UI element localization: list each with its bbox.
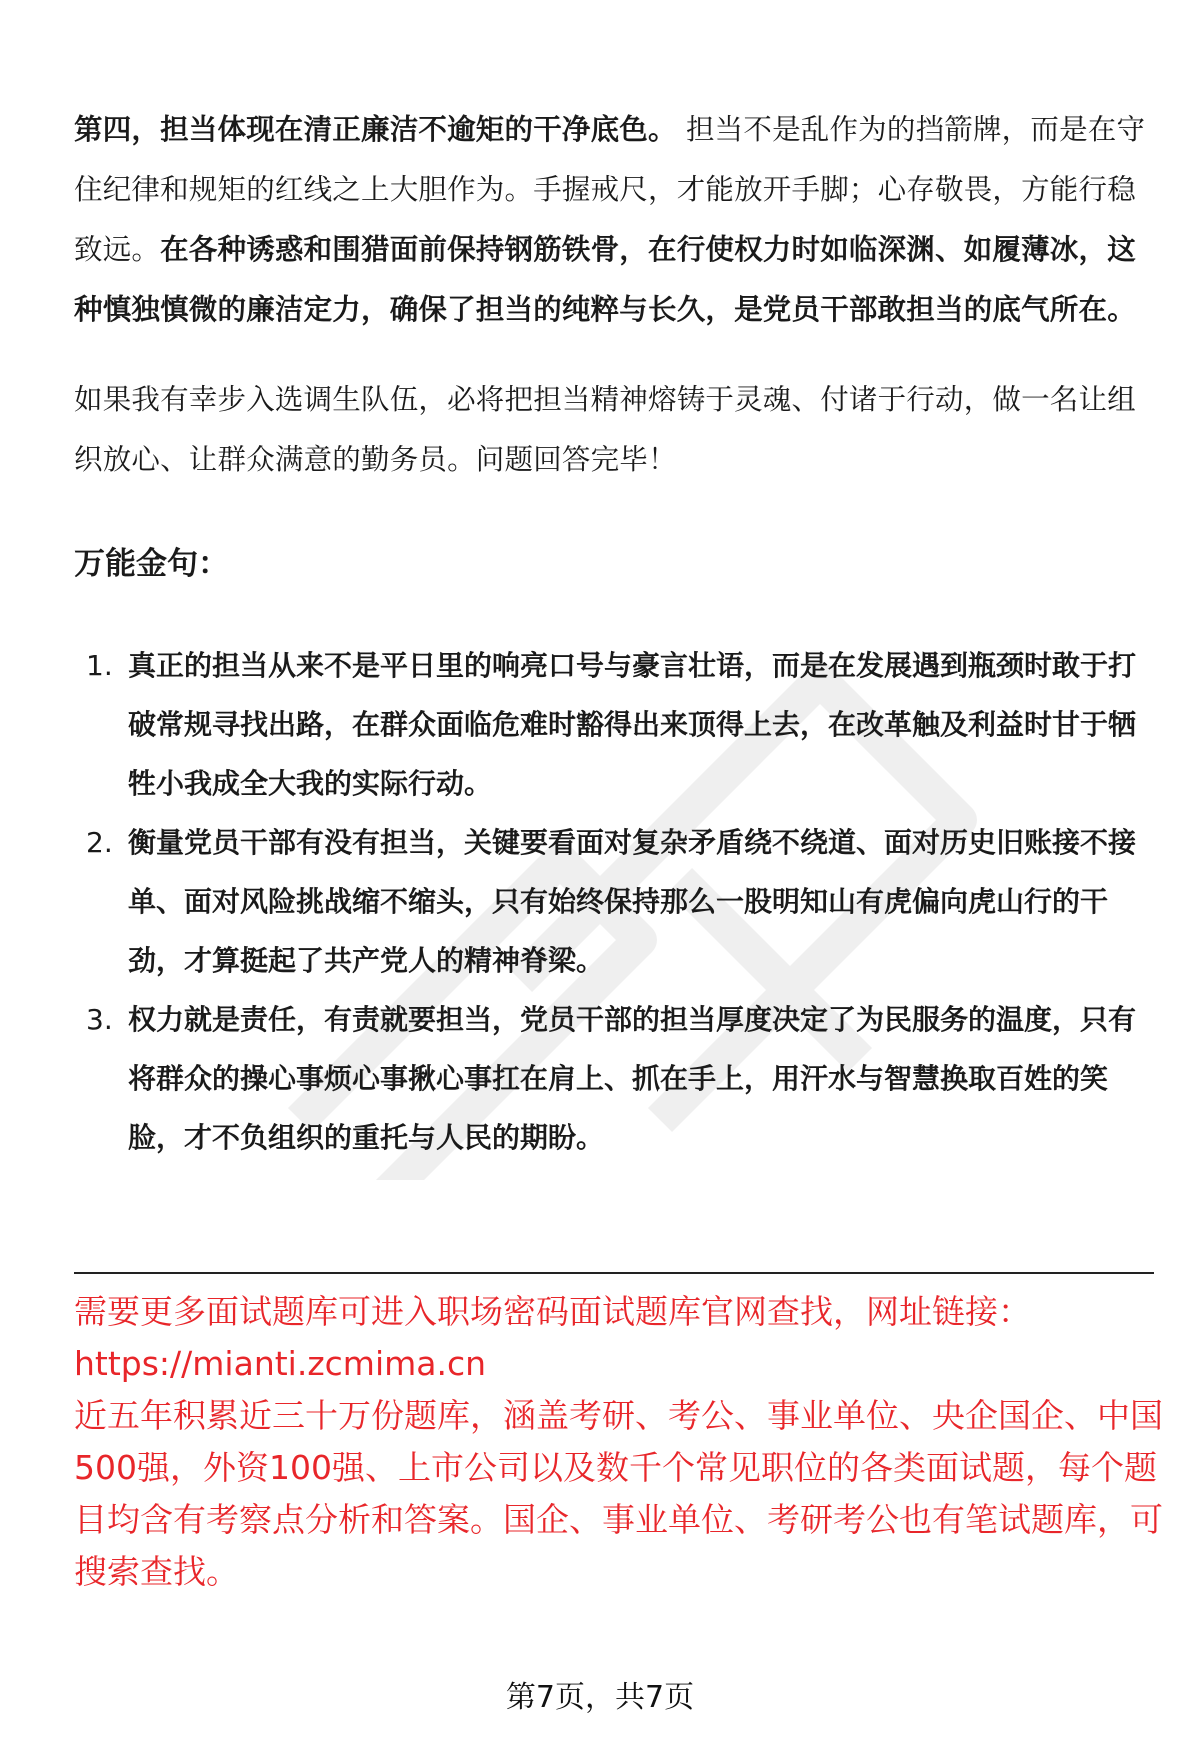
main-content <box>74 100 1154 1167</box>
promo-description: 近五年积累近三十万份题库，涵盖考研、考公、事业单位、央企国企、中国500强，外资100强、上市公司以及数千个常见职位的各类面试题，每个题目均含有考察点分析和答案。国企、事业单位、考研考公也有笔试题库，可搜索查找。 <box>74 1396 1163 1591</box>
list-item-text: 真正的担当从来不是平日里的响亮口号与豪言壮语，而是在发展遇到瓶颈时敢于打破常规寻找出路，在群众面临危难时豁得出来顶得上去，在改革触及利益时甘于牺牲小我成全大我的实际行动。 <box>128 649 1137 800</box>
list-item <box>74 813 1154 990</box>
closing-paragraph: 如果我有幸步入选调生队伍，必将把担当精神熔铸于灵魂、付诸于行动，做一名让组织放心、让群众满意的勤务员。问题回答完毕！ <box>74 383 1136 476</box>
list-item-number: 2. <box>86 826 113 859</box>
page-number: 第7页，共7页 <box>505 1680 695 1715</box>
golden-sentences-list <box>74 636 1154 1167</box>
section-fourth-text: 担当不是乱作为的挡箭牌，而是在守住纪律和规矩的红线之上大胆作为。手握戒尺，才能放开手脚；心存敬畏，方能行稳致远。 <box>74 113 1146 266</box>
list-item-number: 1. <box>86 649 113 682</box>
golden-sentences-heading: 万能金句： <box>74 546 229 582</box>
list-item <box>74 990 1154 1167</box>
section-fourth-lead: 第四，担当体现在清正廉洁不逾矩的干净底色。 <box>74 113 677 146</box>
promo-block <box>74 1286 1164 1598</box>
list-item-text: 权力就是责任，有责就要担当，党员干部的担当厚度决定了为民服务的温度，只有将群众的操心事烦心事揪心事扛在肩上、抓在手上，用汗水与智慧换取百姓的笑脸，才不负组织的重托与人民的期盼。 <box>128 1003 1137 1154</box>
promo-intro: 需要更多面试题库可进入职场密码面试题库官网查找，网址链接： <box>74 1292 1031 1331</box>
list-item <box>74 636 1154 813</box>
section-fourth-paragraph <box>74 100 1154 340</box>
section-divider <box>74 1272 1154 1274</box>
list-item-number: 3. <box>86 1003 113 1036</box>
list-item-text: 衡量党员干部有没有担当，关键要看面对复杂矛盾绕不绕道、面对历史旧账接不接单、面对风险挑战缩不缩头，只有始终保持那么一股明知山有虎偏向虎山行的干劲，才算挺起了共产党人的精神脊梁。 <box>128 826 1137 977</box>
promo-url-link[interactable]: https://mianti.zcmima.cn <box>74 1344 487 1383</box>
section-fourth-emphasis: 在各种诱惑和围猎面前保持钢筋铁骨，在行使权力时如临深渊、如履薄冰，这种慎独慎微的廉洁定力，确保了担当的纯粹与长久，是党员干部敢担当的底气所在。 <box>74 233 1136 326</box>
